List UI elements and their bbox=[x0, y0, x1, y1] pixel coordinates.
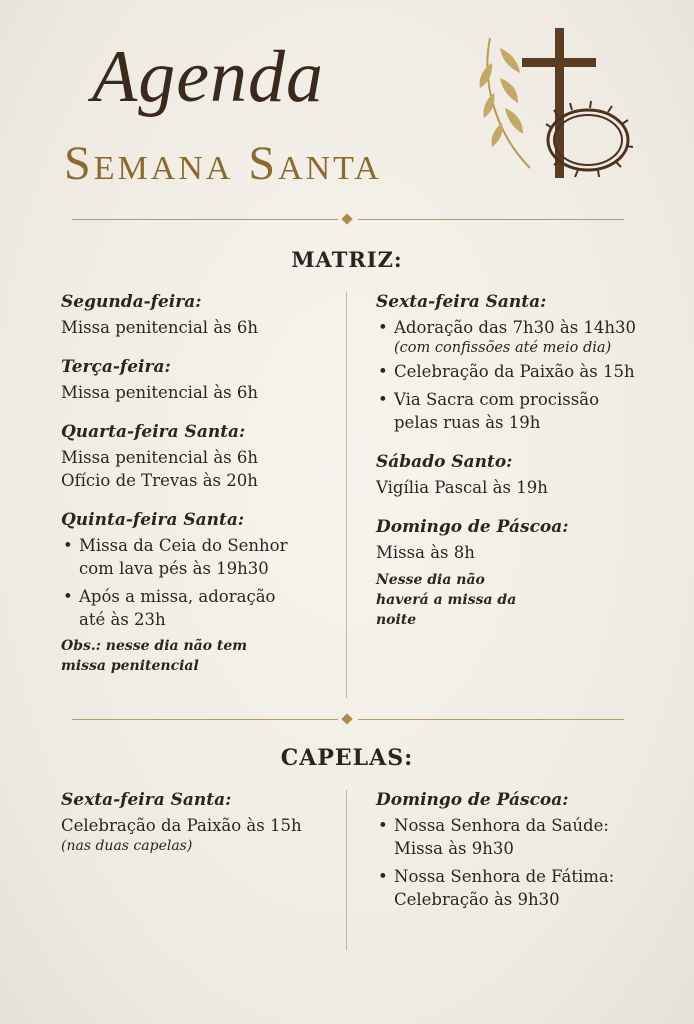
title-agenda: Agenda bbox=[92, 36, 325, 118]
diamond-icon bbox=[341, 213, 352, 224]
cross-icon bbox=[522, 28, 596, 178]
schedule-block bbox=[376, 517, 646, 630]
schedule-line: Missa penitencial às 6h bbox=[61, 383, 258, 402]
schedule-line: Vigília Pascal às 19h bbox=[376, 478, 548, 497]
cross-palm-crown-icon bbox=[460, 28, 640, 188]
schedule-line: Ofício de Trevas às 20h bbox=[61, 471, 258, 490]
day-label: Sexta-feira Santa: bbox=[61, 790, 232, 810]
day-label: Domingo de Páscoa: bbox=[376, 790, 569, 810]
day-label: Sábado Santo: bbox=[376, 452, 513, 472]
sub-note: (com confissões até meio dia) bbox=[394, 340, 612, 356]
schedule-block bbox=[376, 292, 646, 434]
note: (nas duas capelas) bbox=[61, 838, 193, 854]
section-title-matriz: MATRIZ: bbox=[291, 247, 403, 272]
day-label: Terça-feira: bbox=[61, 357, 171, 377]
day-label: Sexta-feira Santa: bbox=[376, 292, 547, 312]
bullet-item: • Nossa Senhora de Fátima: Celebração às 9h30 bbox=[376, 865, 634, 911]
bullet-item: • Celebração da Paixão às 15h bbox=[376, 360, 646, 383]
note: Obs.: nesse dia não tem missa penitencial bbox=[61, 638, 248, 674]
day-label: Domingo de Páscoa: bbox=[376, 517, 569, 537]
day-label: Segunda-feira: bbox=[61, 292, 202, 312]
day-label: Quinta-feira Santa: bbox=[61, 510, 245, 530]
schedule-line: Missa às 8h bbox=[376, 543, 475, 562]
schedule-block bbox=[376, 452, 646, 499]
matriz-left-column bbox=[61, 292, 336, 694]
schedule-line: Celebração da Paixão às 15h bbox=[61, 816, 302, 835]
column-divider bbox=[346, 292, 347, 698]
section-title-capelas: CAPELAS: bbox=[280, 745, 414, 771]
schedule-block bbox=[61, 357, 336, 404]
capelas-left-column bbox=[61, 790, 336, 856]
bullet-item: • Após a missa, adoração até às 23h bbox=[61, 585, 304, 631]
day-label: Quarta-feira Santa: bbox=[61, 422, 246, 442]
schedule-line: Missa penitencial às 6h bbox=[61, 318, 258, 337]
palm-leaf-icon bbox=[480, 38, 530, 168]
bullet-item: • Nossa Senhora da Saúde: Missa às 9h30 bbox=[376, 814, 629, 860]
divider bbox=[72, 714, 624, 726]
note: Nesse dia não haverá a missa da noite bbox=[376, 572, 517, 628]
divider bbox=[72, 214, 624, 226]
schedule-line: Missa penitencial às 6h bbox=[61, 448, 258, 467]
schedule-block bbox=[61, 510, 336, 676]
title-semana-santa: Semana Santa bbox=[64, 137, 382, 190]
bullet-item: Adoração das 7h30 às 14h30 bbox=[394, 318, 637, 337]
matriz-right-column bbox=[376, 292, 646, 648]
column-divider bbox=[346, 790, 347, 950]
schedule-block bbox=[61, 422, 336, 492]
schedule-block bbox=[61, 292, 336, 339]
capelas-right-column bbox=[376, 790, 646, 916]
bullet-item: • Missa da Ceia do Senhor com lava pés às 19h30 bbox=[61, 534, 309, 580]
diamond-icon bbox=[341, 713, 352, 724]
bullet-item: • Via Sacra com procissão pelas ruas às 19h bbox=[376, 388, 624, 434]
